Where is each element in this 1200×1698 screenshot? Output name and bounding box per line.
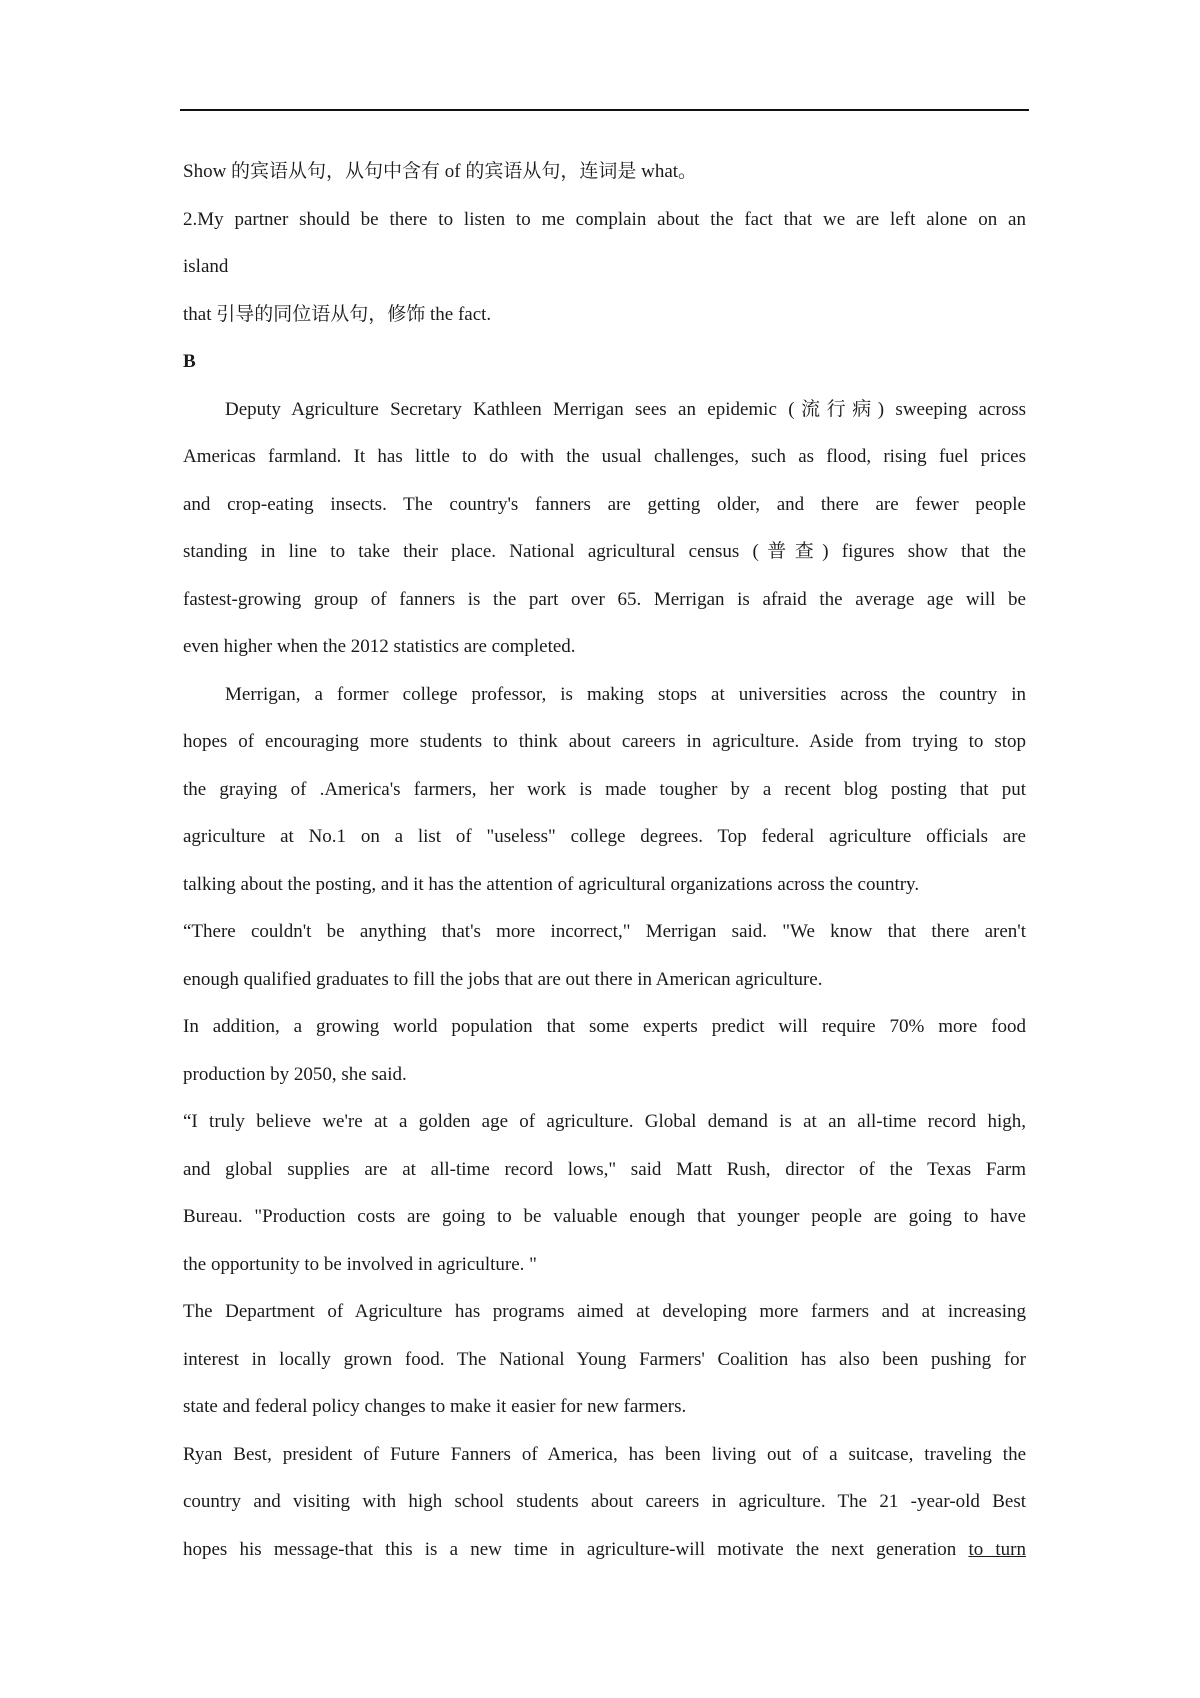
text-line: talking about the posting, and it has the attention of agricultural organizations across the country.	[183, 873, 920, 895]
text-line: In addition, a growing world population that some experts predict will require 70% more food	[183, 1016, 1026, 1037]
text-line: standing in line to take their place. National agricultural census (普查) figures show that the	[183, 541, 1026, 562]
text-line: and global supplies are at all-time record lows," said Matt Rush, director of the Texas Farm	[183, 1158, 1026, 1180]
header-rule	[180, 109, 1029, 111]
text-line: “I truly believe we're at a golden age of agriculture. Global demand is at an all-time record high,	[183, 1111, 1026, 1132]
text-line: Merrigan, a former college professor, is making stops at universities across the country in	[225, 683, 1026, 705]
paragraph-2	[183, 671, 1026, 909]
note-line-1: Show 的宾语从句，从句中含有 of 的宾语从句，连词是 what。	[183, 161, 698, 182]
text-line: production by 2050, she said.	[183, 1063, 407, 1085]
note-item-2-continued: island	[183, 256, 229, 277]
text-line: fastest-growing group of fanners is the part over 65. Merrigan is afraid the average age will be	[183, 588, 1026, 610]
text-line: “There couldn't be anything that's more incorrect," Merrigan said. "We know that there aren't	[183, 921, 1026, 942]
paragraph-3	[183, 908, 1026, 1003]
text-line: enough qualified graduates to fill the jobs that are out there in American agriculture.	[183, 968, 823, 990]
text-line: agriculture at No.1 on a list of "useless" college degrees. Top federal agriculture officials are	[183, 826, 1026, 847]
text-line: The Department of Agriculture has programs aimed at developing more farmers and at increasing	[183, 1301, 1026, 1322]
text-line: Americas farmland. It has little to do with the usual challenges, such as flood, rising fuel prices	[183, 446, 1026, 467]
text-line: and crop-eating insects. The country's fanners are getting older, and there are fewer people	[183, 493, 1026, 515]
text-line: interest in locally grown food. The National Young Farmers' Coalition has also been pushing for	[183, 1348, 1026, 1370]
text-line: country and visiting with high school students about careers in agriculture. The 21 -year-old Best	[183, 1491, 1026, 1512]
paragraph-5	[183, 1098, 1026, 1288]
text-line: the opportunity to be involved in agriculture. "	[183, 1253, 537, 1275]
paragraph-6	[183, 1288, 1026, 1431]
note-item-2: 2.My partner should be there to listen to me complain about the fact that we are left alone on an	[183, 208, 1026, 230]
text-line	[183, 1526, 1026, 1574]
text-line: the graying of .America's farmers, her work is made tougher by a recent blog posting that put	[183, 778, 1026, 800]
paragraph-1	[183, 386, 1026, 671]
section-label: B	[183, 351, 196, 372]
text-line: Ryan Best, president of Future Fanners of America, has been living out of a suitcase, traveling the	[183, 1443, 1026, 1465]
text-fragment: hopes his message-that this is a new time in agriculture-will motivate the next generation	[183, 1538, 957, 1560]
text-line: state and federal policy changes to make it easier for new farmers.	[183, 1396, 687, 1417]
underlined-phrase: to turn	[968, 1538, 1026, 1560]
paragraph-7	[183, 1431, 1026, 1574]
note-item-2-explanation: that 引导的同位语从句，修饰 the fact.	[183, 303, 492, 325]
text-line: Bureau. "Production costs are going to be valuable enough that younger people are going to have	[183, 1206, 1026, 1227]
document-body	[183, 148, 1026, 1573]
paragraph-4	[183, 1003, 1026, 1098]
text-line: Deputy Agriculture Secretary Kathleen Merrigan sees an epidemic (流行病) sweeping across	[225, 398, 1026, 420]
text-line: hopes of encouraging more students to think about careers in agriculture. Aside from trying to stop	[183, 731, 1026, 752]
text-line: even higher when the 2012 statistics are completed.	[183, 636, 576, 657]
